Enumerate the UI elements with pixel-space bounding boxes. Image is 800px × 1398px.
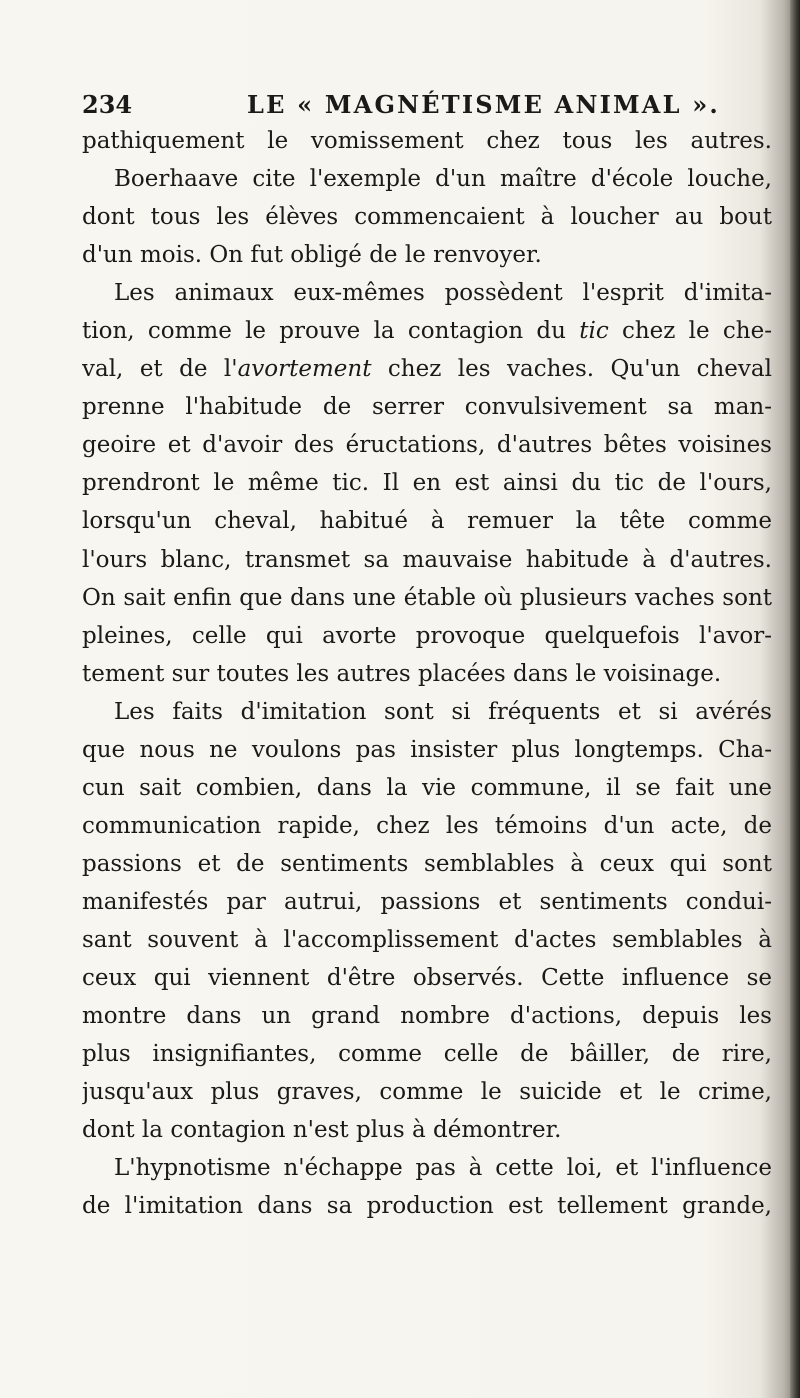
text-line: sant souvent à l'accomplissement d'actes semblables à [82, 926, 772, 953]
text-segment: chez les vaches. Qu'un cheval [371, 356, 772, 383]
text-line: cun sait combien, dans la vie commune, il se fait une [82, 774, 772, 801]
text-line [82, 350, 772, 388]
text-line: L'hypnotisme n'échappe pas à cette loi, et l'influence [114, 1155, 772, 1182]
text-line: d'un mois. On fut obligé de le renvoyer. [82, 242, 542, 269]
body-text [82, 122, 772, 1225]
text-line: prendront le même tic. Il en est ainsi du tic de l'ours, [82, 470, 772, 497]
text-line: communication rapide, chez les témoins d'un acte, de [82, 812, 772, 839]
text-line: lorsqu'un cheval, habitué à remuer la tête comme [82, 508, 772, 535]
text-line: Boerhaave cite l'exemple d'un maître d'école louche, [114, 166, 772, 193]
text-line: que nous ne voulons pas insister plus longtemps. Cha- [82, 736, 772, 763]
text-line: montre dans un grand nombre d'actions, depuis les [82, 1003, 772, 1030]
text-line: On sait enfin que dans une étable où plusieurs vaches sont [82, 584, 772, 611]
italic-term: avortement [237, 356, 372, 383]
text-line: Les animaux eux-mêmes possèdent l'esprit d'imita- [114, 280, 772, 307]
text-line: dont tous les élèves commencaient à loucher au bout [82, 204, 772, 231]
text-line: Les faits d'imitation sont si fréquents et si avérés [114, 698, 772, 725]
text-line: manifestés par autrui, passions et sentiments condui- [82, 888, 772, 915]
text-line: passions et de sentiments semblables à ceux qui sont [82, 850, 772, 877]
page-spine-shadow [790, 0, 800, 1398]
running-title: LE « MAGNÉTISME ANIMAL ». [247, 90, 720, 119]
text-line: pathiquement le vomissement chez tous les autres. [82, 128, 772, 154]
text-segment: tion, comme le prouve la contagion du [82, 318, 580, 345]
text-segment: chez le che- [608, 318, 772, 345]
italic-term: tic [579, 318, 609, 345]
text-line: ceux qui viennent d'être observés. Cette influence se [82, 965, 772, 992]
page-header [82, 90, 772, 124]
text-line: prenne l'habitude de serrer convulsivement sa man- [82, 394, 772, 421]
text-line: l'ours blanc, transmet sa mauvaise habitude à d'autres. [82, 546, 772, 573]
text-line [82, 312, 772, 350]
text-line: dont la contagion n'est plus à démontrer. [82, 1117, 562, 1144]
text-line: geoire et d'avoir des éructations, d'autres bêtes voisines [82, 432, 772, 459]
text-line: de l'imitation dans sa production est tellement grande, [82, 1193, 772, 1220]
text-line: jusqu'aux plus graves, comme le suicide et le crime, [82, 1079, 772, 1106]
page-number: 234 [82, 90, 133, 119]
text-line: tement sur toutes les autres placées dans le voisinage. [82, 660, 722, 687]
text-line: pleines, celle qui avorte provoque quelquefois l'avor- [82, 622, 772, 649]
text-segment: val, et de l' [82, 356, 238, 383]
text-line: plus insignifiantes, comme celle de bâiller, de rire, [82, 1041, 772, 1068]
